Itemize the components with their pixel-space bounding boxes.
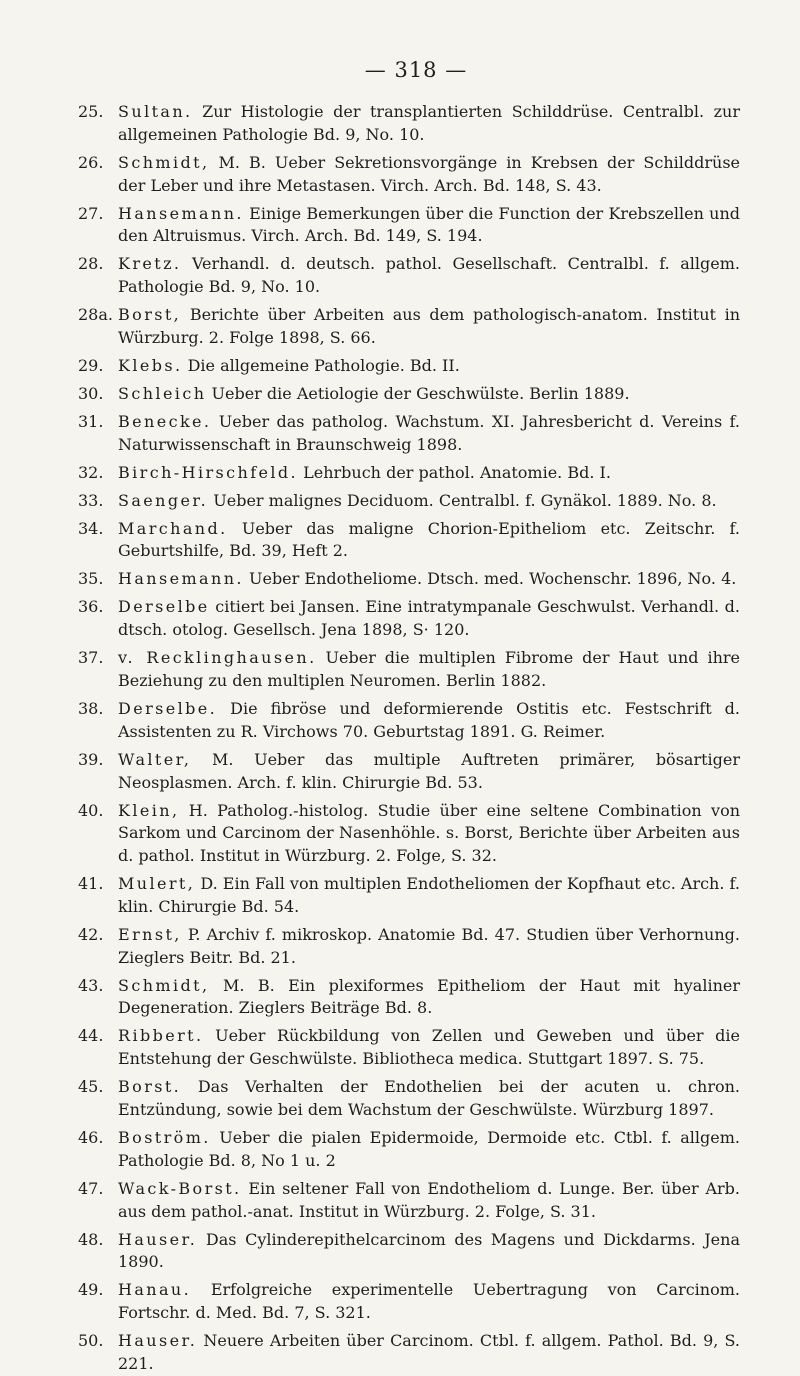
reference-author: Schmidt, (118, 152, 210, 172)
reference-entry (78, 800, 740, 868)
reference-entry (78, 253, 740, 299)
reference-entry (78, 1076, 740, 1122)
reference-number: 36. (78, 597, 104, 617)
reference-author: Mulert, (118, 874, 196, 894)
reference-entry (78, 355, 740, 378)
reference-text: Ueber die multiplen Fibrome der Haut und ihre Beziehung zu den multiplen Neuromen. Berlin 1882. (118, 648, 741, 690)
reference-author: Derselbe (118, 597, 210, 617)
reference-author: Walter, (118, 749, 192, 769)
reference-author: Schleich (118, 383, 207, 403)
reference-entry (78, 383, 740, 406)
reference-text: Ueber das patholog. Wachstum. XI. Jahresbericht d. Vereins f. Naturwissenschaft in Braunschweig 1898. (118, 411, 740, 454)
reference-text: Die fibröse und deformierende Ostitis etc. Festschrift d. Assistenten zu R. Virchows 70. Geburtstag 1891. G. Reimer. (118, 698, 740, 741)
reference-text: Ueber Endotheliome. Dtsch. med. Wochenschr. 1896, No. 4. (248, 569, 737, 589)
reference-text: D. Ein Fall von multiplen Endotheliomen der Kopfhaut etc. Arch. f. klin. Chirurgie Bd. 54. (118, 874, 740, 916)
reference-number: 33. (78, 490, 104, 510)
reference-entry (78, 1330, 740, 1376)
reference-author: Boström. (118, 1128, 211, 1147)
reference-text: M. B. Ueber Sekretionsvorgänge in Krebsen der Schilddrüse der Leber und ihre Metastasen. Virch. Arch. Bd. 148, S. 43. (118, 152, 741, 195)
reference-author: Wack-Borst. (118, 1178, 242, 1198)
reference-text: Ueber das maligne Chorion-Epitheliom etc. Zeitschr. f. Geburtshilfe, Bd. 39, Heft 2. (118, 518, 740, 561)
reference-text: Ueber malignes Deciduom. Centralbl. f. Gynäkol. 1889. No. 8. (213, 490, 717, 510)
reference-entry (78, 1279, 740, 1325)
reference-text: Ueber die pialen Epidermoide, Dermoide etc. Ctbl. f. allgem. Pathologie Bd. 8, No 1 u. 2 (118, 1128, 740, 1170)
reference-text: Lehrbuch der pathol. Anatomie. Bd. I. (303, 462, 611, 482)
reference-author: Benecke. (118, 411, 212, 431)
reference-number: 47. (78, 1178, 104, 1198)
reference-author: Hauser. (118, 1331, 198, 1351)
reference-number: 25. (78, 102, 104, 121)
reference-author: Saenger. (118, 490, 209, 510)
reference-text: Berichte über Arbeiten aus dem pathologisch-anatom. Institut in Würzburg. 2. Folge 1898, S. 66. (118, 305, 741, 347)
reference-number: 40. (78, 800, 104, 820)
reference-author: Marchand. (118, 518, 228, 538)
reference-number: 28. (78, 254, 104, 274)
reference-text: M. Ueber das multiple Auftreten primärer, bösartiger Neosplasmen. Arch. f. klin. Chirurgie Bd. 53. (118, 749, 740, 792)
reference-entry (78, 698, 740, 744)
reference-number: 39. (78, 749, 104, 769)
reference-number: 30. (78, 383, 104, 403)
reference-author: v. Recklinghausen. (118, 648, 317, 668)
reference-author: Klein, (118, 800, 180, 820)
reference-text: Ueber Rückbildung von Zellen und Geweben und über die Entstehung der Geschwülste. Bibliotheca medica. Stuttgart 1897. S. 75. (118, 1026, 740, 1069)
reference-text: P. Archiv f. mikroskop. Anatomie Bd. 47. Studien über Verhornung. Zieglers Beitr. Bd. 21. (118, 924, 740, 967)
reference-text: M. B. Ein plexiformes Epitheliom der Haut mit hyaliner Degeneration. Zieglers Beiträge Bd. 8. (118, 975, 741, 1018)
reference-number: 28a. (78, 305, 113, 325)
reference-number: 50. (78, 1331, 104, 1351)
reference-author: Sultan. (118, 102, 193, 121)
reference-number: 29. (78, 355, 104, 375)
reference-number: 41. (78, 874, 104, 894)
reference-text: Das Cylinderepithelcarcinom des Magens und Dickdarms. Jena 1890. (118, 1229, 740, 1272)
reference-entry (78, 490, 740, 513)
reference-text: citiert bei Jansen. Eine intratympanale Geschwulst. Verhandl. d. dtsch. otolog. Gesellsch. Jena 1898, S· 120. (118, 597, 740, 640)
reference-author: Ribbert. (118, 1026, 204, 1046)
page-number: — 318 — (364, 58, 468, 82)
reference-text: Zur Histologie der transplantierten Schilddrüse. Centralbl. zur allgemeinen Pathologie Bd. 9, No. 10. (118, 102, 741, 144)
reference-author: Hauser. (118, 1229, 198, 1249)
reference-entry (78, 1229, 740, 1275)
reference-entry (78, 101, 740, 147)
reference-number: 45. (78, 1077, 104, 1097)
reference-entry (78, 924, 740, 970)
reference-author: Hanau. (118, 1280, 192, 1300)
reference-entry (78, 1025, 740, 1071)
reference-author: Derselbe. (118, 698, 218, 718)
reference-number: 48. (78, 1229, 104, 1249)
reference-author: Kretz. (118, 254, 182, 274)
reference-text: Das Verhalten der Endothelien bei der acuten u. chron. Entzündung, sowie bei dem Wachstum der Geschwülste. Würzburg 1897. (118, 1077, 740, 1120)
reference-number: 31. (78, 411, 104, 431)
reference-entry (78, 1127, 740, 1173)
reference-author: Hansemann. (118, 203, 244, 223)
reference-text: Einige Bemerkungen über die Function der Krebszellen und den Altruismus. Virch. Arch. Bd. 149, S. 194. (118, 203, 741, 246)
reference-text: Neuere Arbeiten über Carcinom. Ctbl. f. allgem. Pathol. Bd. 9, S. 221. (118, 1331, 740, 1373)
reference-number: 44. (78, 1026, 104, 1046)
reference-number: 42. (78, 924, 104, 944)
reference-text: Die allgemeine Pathologie. Bd. II. (187, 355, 460, 375)
reference-text: Ein seltener Fall von Endotheliom d. Lunge. Ber. über Arb. aus dem pathol.-anat. Institut in Würzburg. 2. Folge, S. 31. (118, 1178, 740, 1221)
reference-author: Ernst, (118, 924, 182, 944)
reference-author: Borst. (118, 1077, 182, 1097)
reference-entry (78, 203, 740, 249)
reference-text: Erfolgreiche experimentelle Uebertragung von Carcinom. Fortschr. d. Med. Bd. 7, S. 321. (118, 1280, 740, 1323)
reference-entry (78, 647, 740, 693)
reference-number: 37. (78, 648, 104, 668)
reference-entry (78, 568, 740, 591)
reference-number: 46. (78, 1128, 104, 1147)
reference-list (78, 101, 740, 1376)
reference-entry (78, 152, 740, 198)
reference-text: Verhandl. d. deutsch. pathol. Gesellschaft. Centralbl. f. allgem. Pathologie Bd. 9, No. 10. (118, 254, 740, 297)
reference-entry (78, 975, 740, 1021)
reference-number: 49. (78, 1280, 104, 1300)
reference-author: Borst, (118, 305, 182, 325)
reference-number: 27. (78, 203, 104, 223)
reference-author: Schmidt, (118, 975, 210, 995)
reference-entry (78, 518, 740, 564)
reference-number: 32. (78, 462, 104, 482)
reference-number: 35. (78, 569, 104, 589)
reference-entry (78, 873, 740, 919)
reference-entry (78, 304, 740, 350)
reference-number: 43. (78, 975, 104, 995)
reference-entry (78, 749, 740, 795)
reference-entry (78, 1178, 740, 1224)
reference-author: Klebs. (118, 355, 183, 375)
reference-number: 38. (78, 698, 104, 718)
reference-text: Ueber die Aetiologie der Geschwülste. Berlin 1889. (211, 383, 630, 403)
reference-entry (78, 462, 740, 485)
reference-number: 26. (78, 152, 104, 172)
reference-text: H. Patholog.-histolog. Studie über eine seltene Combination von Sarkom und Carcinom der Nasenhöhle. s. Borst, Berichte über Arbeiten aus d. pathol. Institut in Würzburg. 2. Folge, S. 32. (118, 800, 740, 866)
reference-number: 34. (78, 518, 104, 538)
reference-entry (78, 411, 740, 457)
reference-author: Birch-Hirschfeld. (118, 462, 299, 482)
reference-author: Hansemann. (118, 569, 244, 589)
reference-entry (78, 596, 740, 642)
